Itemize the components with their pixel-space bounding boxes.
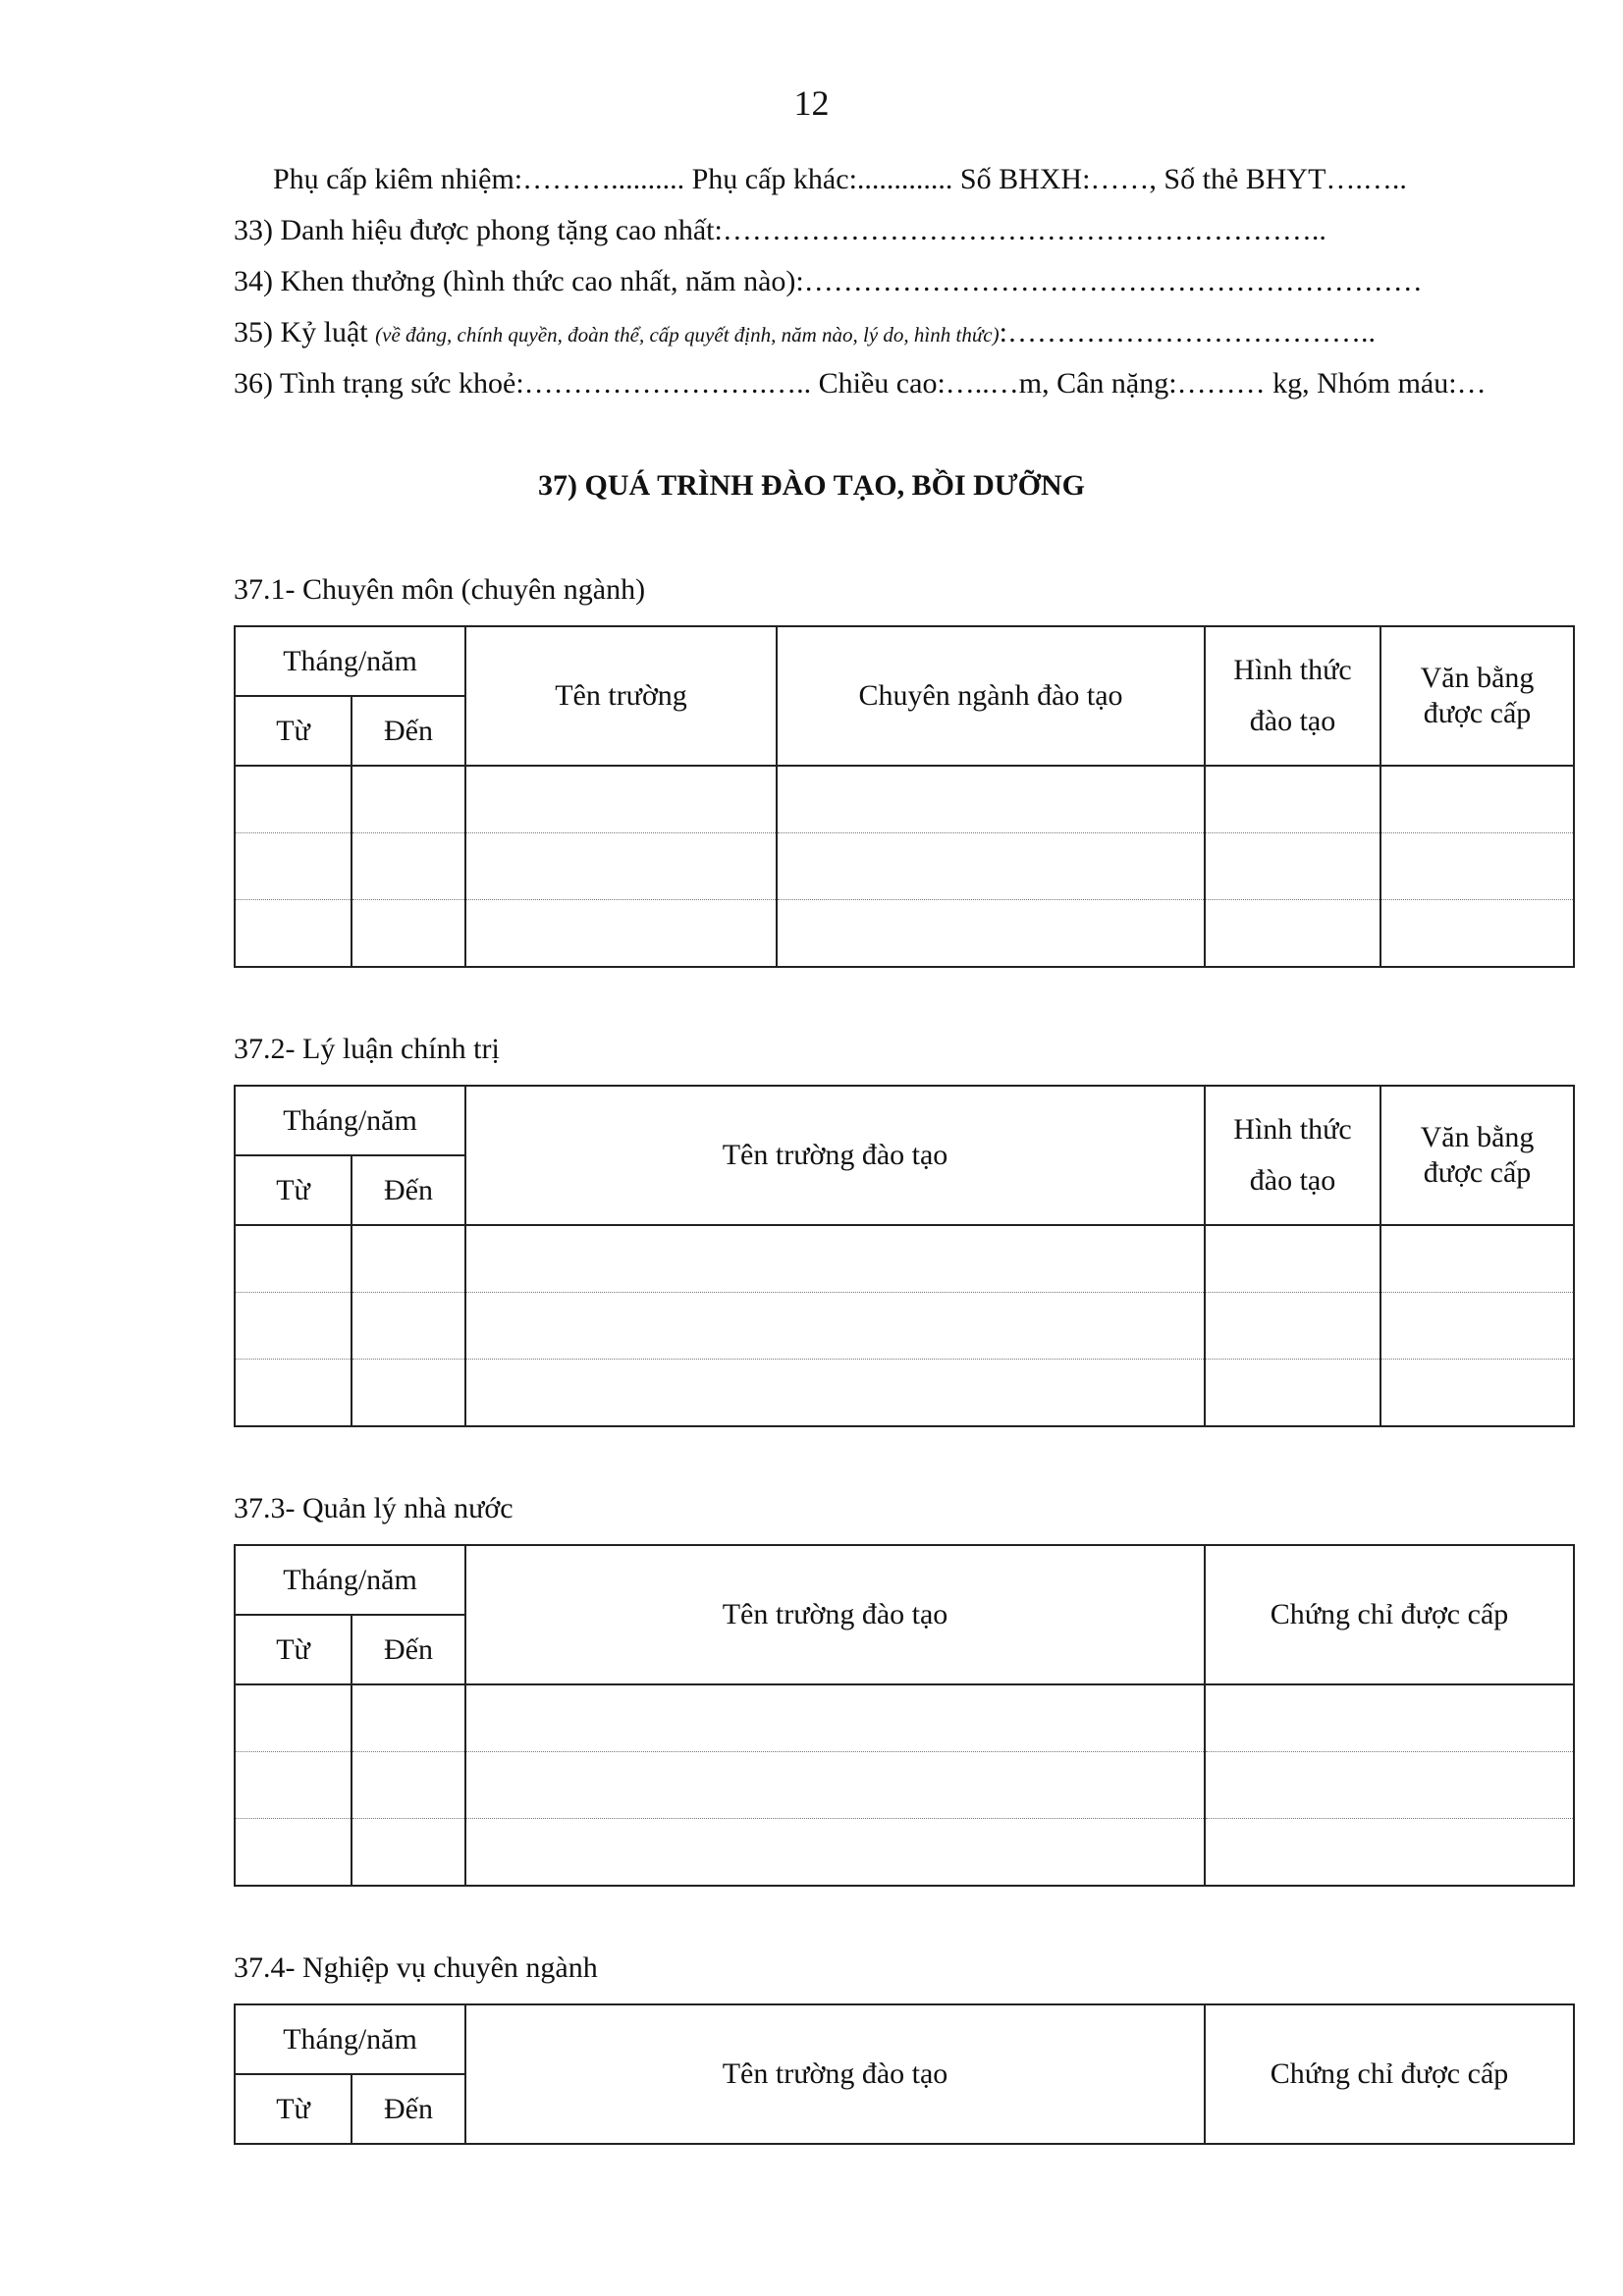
- section-title: 37) QUÁ TRÌNH ĐÀO TẠO, BỒI DƯỠNG: [538, 469, 1085, 502]
- table-row: [235, 1752, 1574, 1819]
- cell[interactable]: [1380, 1360, 1574, 1427]
- degree-line2: được cấp: [1423, 1156, 1532, 1189]
- table-row: [235, 1819, 1574, 1887]
- cell[interactable]: [1380, 833, 1574, 900]
- to-header: Đến: [352, 1155, 465, 1225]
- cell[interactable]: [352, 1360, 465, 1427]
- table-row: [235, 900, 1574, 968]
- cell[interactable]: [352, 766, 465, 833]
- cell[interactable]: [352, 1293, 465, 1360]
- training-form-line1: Hình thức: [1233, 654, 1352, 686]
- certificate-header: Chứng chỉ được cấp: [1205, 1545, 1574, 1684]
- cell[interactable]: [777, 833, 1205, 900]
- degree-header: [1380, 626, 1574, 766]
- table-row: [235, 1293, 1574, 1360]
- discipline-line: [234, 316, 1376, 349]
- cell[interactable]: [235, 1819, 352, 1887]
- degree-line2: được cấp: [1423, 697, 1532, 729]
- school-header: Tên trường: [465, 626, 777, 766]
- allowance-line: Phụ cấp kiêm nhiệm:……….......... Phụ cấp khác:............. Số BHXH:……, Số thẻ BHYT….…..: [273, 163, 1407, 195]
- from-header: Từ: [235, 2074, 352, 2144]
- cell[interactable]: [465, 1684, 1205, 1752]
- cell[interactable]: [465, 1819, 1205, 1887]
- discipline-label: 35) Kỷ luật: [234, 316, 368, 348]
- cell[interactable]: [465, 833, 777, 900]
- cell[interactable]: [1380, 1293, 1574, 1360]
- title-honor-line: 33) Danh hiệu được phong tặng cao nhất:……………………………………………………..: [234, 214, 1326, 246]
- school-header: Tên trường đào tạo: [465, 2004, 1205, 2144]
- table-row: [235, 1684, 1574, 1752]
- certificate-header: Chứng chỉ được cấp: [1205, 2004, 1574, 2144]
- major-header: Chuyên ngành đào tạo: [777, 626, 1205, 766]
- t1-title: 37.1- Chuyên môn (chuyên ngành): [234, 573, 646, 606]
- cell[interactable]: [1205, 1684, 1574, 1752]
- cell[interactable]: [352, 900, 465, 968]
- page-number: 12: [793, 83, 830, 123]
- training-form-header: [1205, 626, 1380, 766]
- cell[interactable]: [1380, 1225, 1574, 1293]
- month-year-header: Tháng/năm: [235, 1545, 465, 1615]
- cell[interactable]: [465, 1225, 1205, 1293]
- cell[interactable]: [465, 766, 777, 833]
- degree-line1: Văn bằng: [1420, 1121, 1535, 1153]
- table-professional-skills: [234, 2003, 1575, 2145]
- cell[interactable]: [1205, 900, 1380, 968]
- cell[interactable]: [235, 833, 352, 900]
- cell[interactable]: [1380, 900, 1574, 968]
- cell[interactable]: [1205, 1752, 1574, 1819]
- table-state-management: [234, 1544, 1575, 1887]
- from-header: Từ: [235, 1615, 352, 1684]
- cell[interactable]: [1205, 1293, 1380, 1360]
- t2-title: 37.2- Lý luận chính trị: [234, 1033, 500, 1065]
- discipline-dots: :………………………………..: [999, 316, 1376, 348]
- award-line: 34) Khen thưởng (hình thức cao nhất, năm nào):………………………………………………………: [234, 265, 1423, 297]
- degree-line1: Văn bằng: [1420, 662, 1535, 694]
- cell[interactable]: [235, 1225, 352, 1293]
- training-form-line2: đào tạo: [1249, 1164, 1336, 1197]
- cell[interactable]: [465, 1752, 1205, 1819]
- cell[interactable]: [465, 1360, 1205, 1427]
- cell[interactable]: [1205, 1819, 1574, 1887]
- to-header: Đến: [352, 2074, 465, 2144]
- month-year-header: Tháng/năm: [235, 626, 465, 696]
- training-form-line2: đào tạo: [1249, 705, 1336, 737]
- training-form-header: [1205, 1086, 1380, 1225]
- discipline-note: (về đảng, chính quyền, đoàn thể, cấp quyết định, năm nào, lý do, hình thức): [375, 323, 1000, 347]
- cell[interactable]: [352, 833, 465, 900]
- cell[interactable]: [465, 900, 777, 968]
- table-row: [235, 833, 1574, 900]
- cell[interactable]: [1205, 1225, 1380, 1293]
- cell[interactable]: [235, 1684, 352, 1752]
- school-header: Tên trường đào tạo: [465, 1086, 1205, 1225]
- from-header: Từ: [235, 696, 352, 766]
- t4-title: 37.4- Nghiệp vụ chuyên ngành: [234, 1951, 598, 1984]
- cell[interactable]: [352, 1752, 465, 1819]
- cell[interactable]: [352, 1225, 465, 1293]
- table-political-theory: [234, 1085, 1575, 1427]
- month-year-header: Tháng/năm: [235, 2004, 465, 2074]
- cell[interactable]: [1380, 766, 1574, 833]
- table-specialty: [234, 625, 1575, 968]
- cell[interactable]: [777, 900, 1205, 968]
- cell[interactable]: [235, 1752, 352, 1819]
- cell[interactable]: [465, 1293, 1205, 1360]
- table-row: [235, 1360, 1574, 1427]
- degree-header: [1380, 1086, 1574, 1225]
- health-line: 36) Tình trạng sức khoẻ:…………………….….. Chiều cao:…..…m, Cân nặng:……… kg, Nhóm máu:…: [234, 367, 1487, 400]
- to-header: Đến: [352, 1615, 465, 1684]
- cell[interactable]: [1205, 833, 1380, 900]
- from-header: Từ: [235, 1155, 352, 1225]
- cell[interactable]: [1205, 766, 1380, 833]
- cell[interactable]: [235, 766, 352, 833]
- training-form-line1: Hình thức: [1233, 1113, 1352, 1146]
- cell[interactable]: [777, 766, 1205, 833]
- cell[interactable]: [235, 900, 352, 968]
- table-row: [235, 766, 1574, 833]
- cell[interactable]: [235, 1293, 352, 1360]
- school-header: Tên trường đào tạo: [465, 1545, 1205, 1684]
- t3-title: 37.3- Quản lý nhà nước: [234, 1492, 514, 1524]
- to-header: Đến: [352, 696, 465, 766]
- table-row: [235, 1225, 1574, 1293]
- cell[interactable]: [352, 1819, 465, 1887]
- cell[interactable]: [352, 1684, 465, 1752]
- month-year-header: Tháng/năm: [235, 1086, 465, 1155]
- cell[interactable]: [1205, 1360, 1380, 1427]
- cell[interactable]: [235, 1360, 352, 1427]
